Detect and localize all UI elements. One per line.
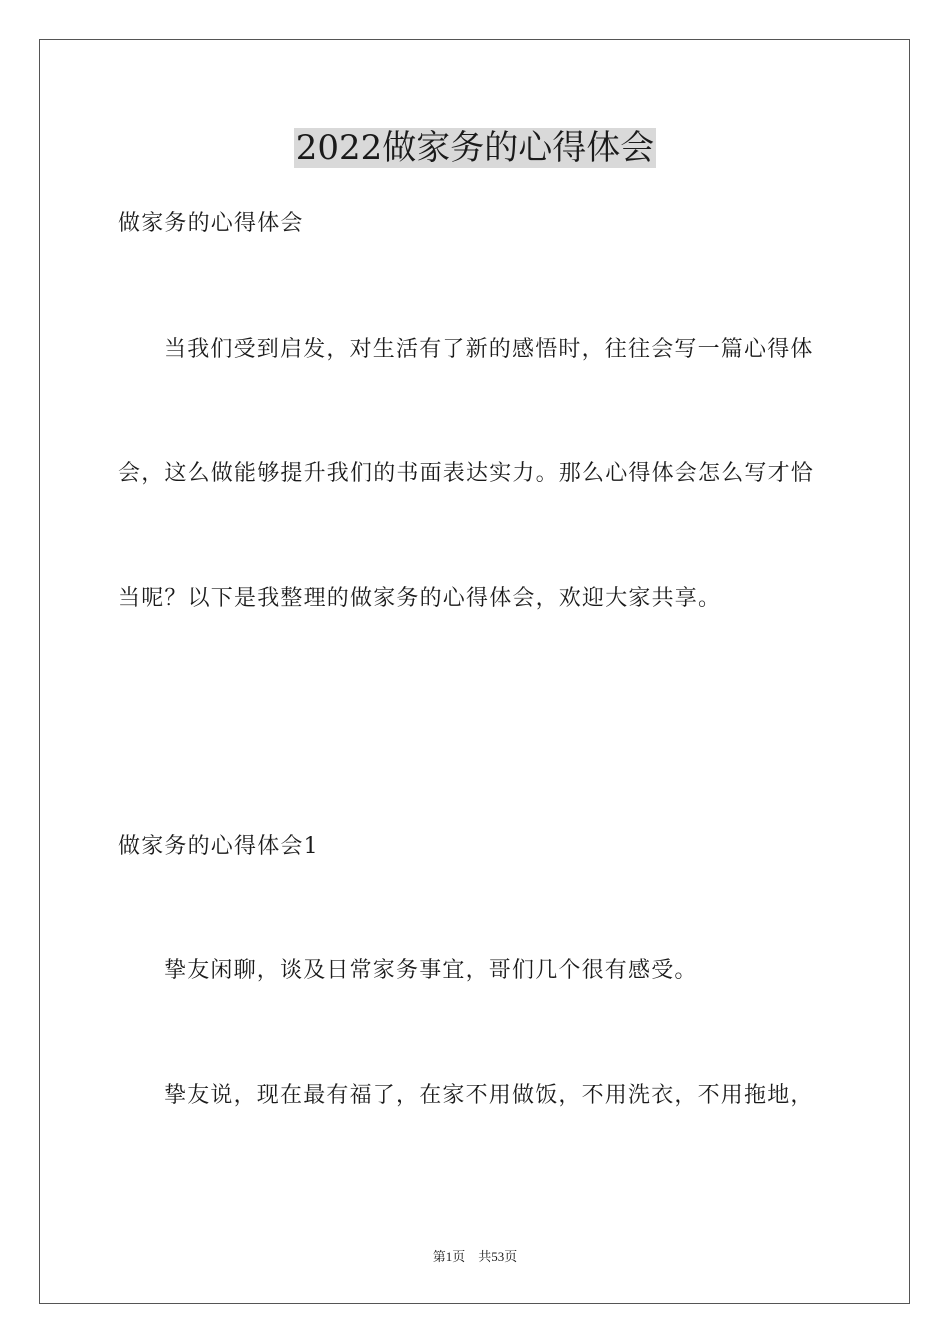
intro-line-1: 当我们受到启发，对生活有了新的感悟时，往往会写一篇心得体 [164, 337, 814, 362]
section-line-2: 挚友说，现在最有福了，在家不用做饭，不用洗衣，不用拖地， [164, 1083, 814, 1108]
intro-line-3: 当呢？以下是我整理的做家务的心得体会，欢迎大家共享。 [118, 586, 722, 611]
section-line-1: 挚友闲聊，谈及日常家务事宜，哥们几个很有感受。 [164, 958, 698, 983]
intro-line-2: 会，这么做能够提升我们的书面表达实力。那么心得体会怎么写才恰 [118, 461, 815, 486]
document-subtitle: 做家务的心得体会 [118, 211, 304, 236]
document-title [0, 128, 950, 168]
document-title-text: 2022做家务的心得体会 [295, 128, 655, 168]
page-footer: 第1页 共53页 [432, 1249, 518, 1264]
section-heading: 做家务的心得体会1 [118, 834, 319, 859]
